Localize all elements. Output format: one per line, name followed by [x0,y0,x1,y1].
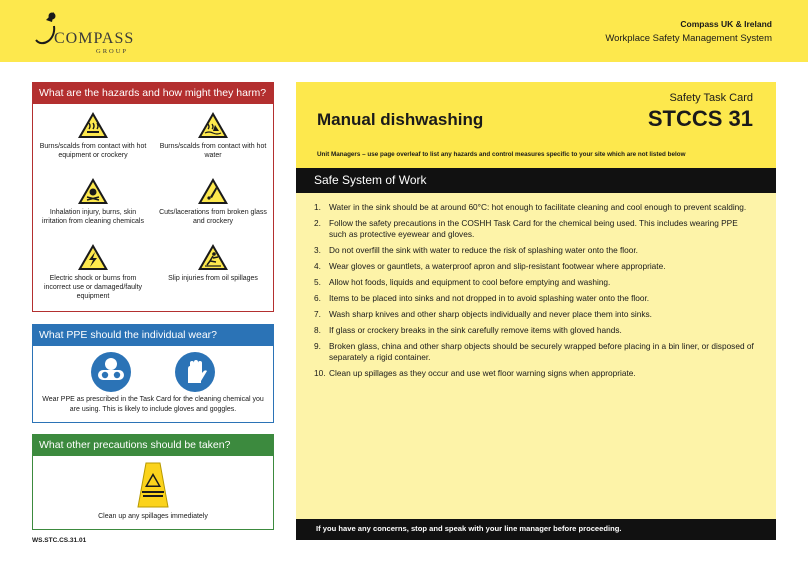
hazard-text: Inhalation injury, burns, skin irritation from cleaning chemicals [42,209,144,225]
card-note: Unit Managers – use page overleaf to list any hazards and control measures specific to your site which are not listed below [317,151,686,158]
hazard-item [37,177,149,226]
hazard-text: Burns/scalds from contact with hot equipment or crockery [39,143,147,159]
step-number: 4. [314,261,321,271]
ppe-heading: What PPE should the individual wear? [33,325,273,346]
card-title: Manual dishwashing [317,110,484,129]
list-item [314,325,754,336]
step-number: 6. [314,293,321,303]
wet-floor-sign-icon [136,461,170,509]
list-item [314,368,754,379]
hazard-item [157,243,269,283]
step-number: 10. [314,368,326,378]
ppe-icons [33,351,273,395]
step-text: Do not overfill the sink with water to reduce the risk of splashing water onto the floor. [329,245,638,255]
card-label: Safety Task Card [669,92,753,104]
list-item [314,293,754,304]
hazards-heading: What are the hazards and how might they harm? [33,83,273,104]
list-item [314,309,754,320]
hazard-item [37,243,149,301]
list-item [314,261,754,272]
step-text: If glass or crockery breaks in the sink carefully remove items with gloved hands. [329,325,622,335]
hazard-text: Slip injuries from oil spillages [168,275,258,282]
list-item [314,218,754,240]
electric-shock-warning-icon [77,243,109,271]
hazard-text: Electric shock or burns from incorrect use or damaged/faulty equipment [43,275,143,300]
logo-name: COMPASS [54,30,135,47]
safe-system-heading: Safe System of Work [296,168,776,193]
safety-task-card [296,82,776,540]
goggles-icon [90,351,132,393]
slippery-surface-warning-icon [197,243,229,271]
compass-logo [32,10,152,54]
step-text: Allow hot foods, liquids and equipment to cool before emptying and washing. [329,277,611,287]
step-text: Items to be placed into sinks and not dropped in to avoid splashing water onto the floor. [329,293,650,303]
header-bar [0,0,808,62]
sharp-object-warning-icon [197,177,229,205]
document-reference: WS.STC.CS.31.01 [32,537,87,544]
hazard-item [157,177,269,226]
safe-system-steps [314,202,754,384]
step-number: 1. [314,202,321,212]
ppe-text: Wear PPE as prescribed in the Task Card for the cleaning chemical you are using. This is likely to include gloves and goggles. [42,396,264,413]
other-precautions-panel [32,434,274,530]
step-text: Follow the safety precautions in the COSHH Task Card for the chemical being used. This includes wearing PPE such as protective eyewear and gloves. [329,218,738,239]
hazard-item [37,111,149,160]
step-text: Wear gloves or gauntlets, a waterproof apron and slip-resistant footwear where appropriate. [329,261,666,271]
step-text: Broken glass, china and other sharp objects should be securely wrapped before placing in a bin liner, or disposed of separately a rigid container. [329,341,754,362]
hazard-text: Burns/scalds from contact with hot water [159,143,267,159]
step-number: 9. [314,341,321,351]
other-text: Clean up any spillages immediately [98,513,208,520]
list-item [314,202,754,213]
organisation-name: Compass UK & Ireland [680,19,772,29]
hazard-item [157,111,269,160]
hazard-text: Cuts/lacerations from broken glass and crockery [159,209,267,225]
step-number: 2. [314,218,321,228]
other-heading: What other precautions should be taken? [33,435,273,456]
step-text: Wash sharp knives and other sharp objects individually and never place them into sinks. [329,309,652,319]
step-text: Clean up spillages as they occur and use wet floor warning signs when appropriate. [329,368,636,378]
hazards-panel [32,82,274,312]
step-number: 5. [314,277,321,287]
card-code: STCCS 31 [647,106,753,131]
system-name: Workplace Safety Management System [605,33,772,44]
logo-sub: GROUP [96,48,129,55]
gloves-icon [174,351,216,393]
toxic-warning-icon [77,177,109,205]
hot-surface-warning-icon [77,111,109,139]
list-item [314,277,754,288]
step-number: 7. [314,309,321,319]
list-item [314,245,754,256]
card-header [296,82,776,168]
list-item [314,341,754,363]
ppe-panel [32,324,274,423]
hot-water-warning-icon [197,111,229,139]
step-number: 8. [314,325,321,335]
step-text: Water in the sink should be at around 60°C: hot enough to facilitate cleaning and cool enough to prevent scalding. [329,202,747,212]
concerns-footer: If you have any concerns, stop and speak with your line manager before proceeding. [296,519,776,540]
step-number: 3. [314,245,321,255]
